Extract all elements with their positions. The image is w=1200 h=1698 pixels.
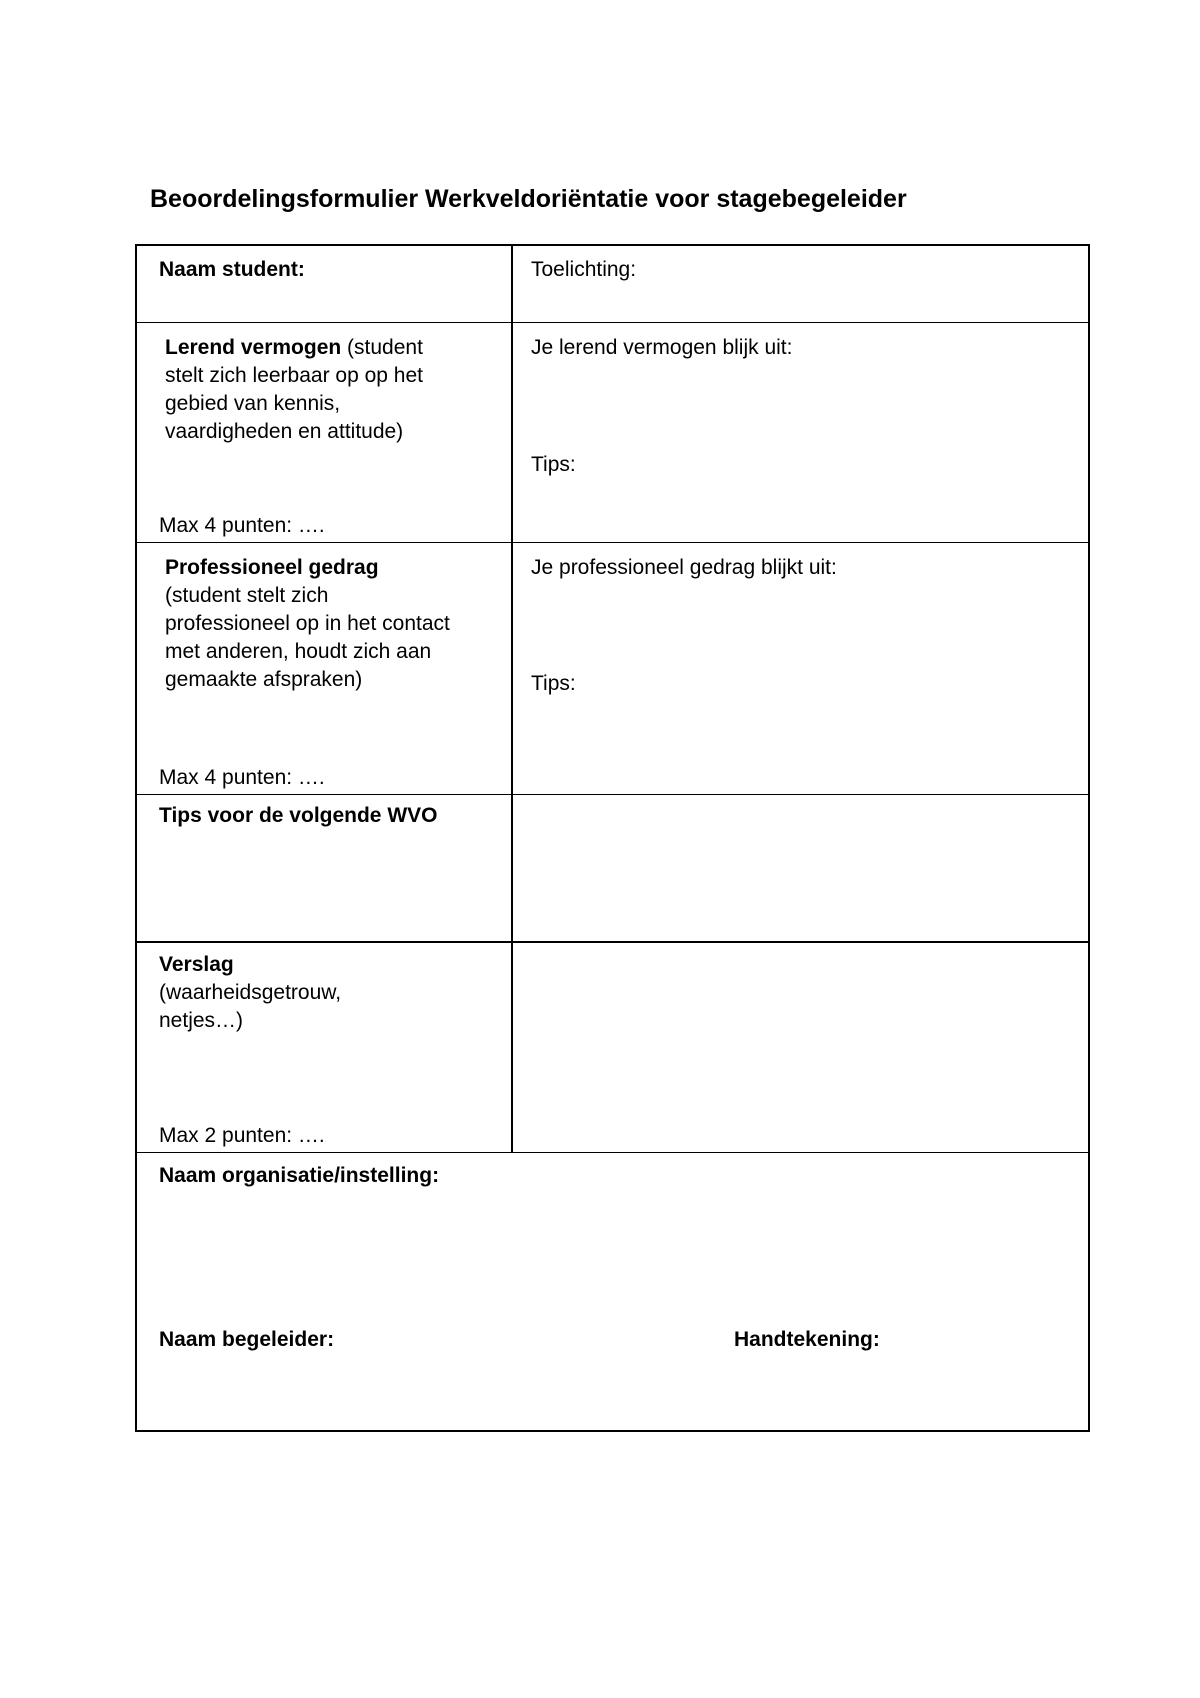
lerend-vermogen-heading: Lerend vermogen bbox=[165, 336, 342, 359]
organisatie-label: Naam organisatie/instelling: bbox=[159, 1164, 440, 1187]
assessment-form-table bbox=[135, 244, 1090, 1432]
professioneel-gedrag-desc-line: professioneel op in het contact bbox=[165, 612, 450, 635]
lerend-vermogen-desc-line: gebied van kennis, bbox=[165, 392, 341, 415]
lerend-vermogen-tips-label: Tips: bbox=[531, 453, 576, 476]
row-divider bbox=[137, 322, 1088, 323]
row-divider bbox=[137, 542, 1088, 543]
professioneel-gedrag-comment-label: Je professioneel gedrag blijkt uit: bbox=[531, 556, 837, 579]
row-divider bbox=[137, 794, 1088, 795]
professioneel-gedrag-desc-line: gemaakte afspraken) bbox=[165, 668, 363, 691]
row-divider bbox=[137, 1152, 1088, 1153]
lerend-vermogen-desc-start: (student bbox=[341, 336, 423, 359]
lerend-vermogen-max-points: Max 4 punten: …. bbox=[159, 514, 325, 537]
verslag-heading: Verslag bbox=[159, 953, 234, 976]
lerend-vermogen-desc-line: vaardigheden en attitude) bbox=[165, 420, 404, 443]
column-divider bbox=[511, 246, 513, 1152]
verslag-max-points: Max 2 punten: …. bbox=[159, 1124, 325, 1147]
student-name-label: Naam student: bbox=[159, 258, 305, 281]
verslag-desc-line: (waarheidsgetrouw, bbox=[159, 981, 342, 1004]
lerend-vermogen-criterion bbox=[165, 334, 423, 362]
handtekening-label: Handtekening: bbox=[734, 1328, 880, 1351]
begeleider-label: Naam begeleider: bbox=[159, 1328, 335, 1351]
toelichting-label: Toelichting: bbox=[531, 258, 637, 281]
lerend-vermogen-comment-label: Je lerend vermogen blijk uit: bbox=[531, 336, 793, 359]
verslag-desc-line: netjes…) bbox=[159, 1009, 244, 1032]
professioneel-gedrag-desc-line: (student stelt zich bbox=[165, 584, 329, 607]
page-title: Beoordelingsformulier Werkveldoriëntatie voor stagebegeleider bbox=[150, 185, 907, 213]
professioneel-gedrag-desc-line: met anderen, houdt zich aan bbox=[165, 640, 432, 663]
professioneel-gedrag-tips-label: Tips: bbox=[531, 672, 576, 695]
row-divider bbox=[137, 941, 1088, 943]
professioneel-gedrag-max-points: Max 4 punten: …. bbox=[159, 766, 325, 789]
lerend-vermogen-desc-line: stelt zich leerbaar op op het bbox=[165, 364, 423, 387]
professioneel-gedrag-heading: Professioneel gedrag bbox=[165, 556, 379, 579]
tips-volgende-wvo-label: Tips voor de volgende WVO bbox=[159, 804, 438, 827]
